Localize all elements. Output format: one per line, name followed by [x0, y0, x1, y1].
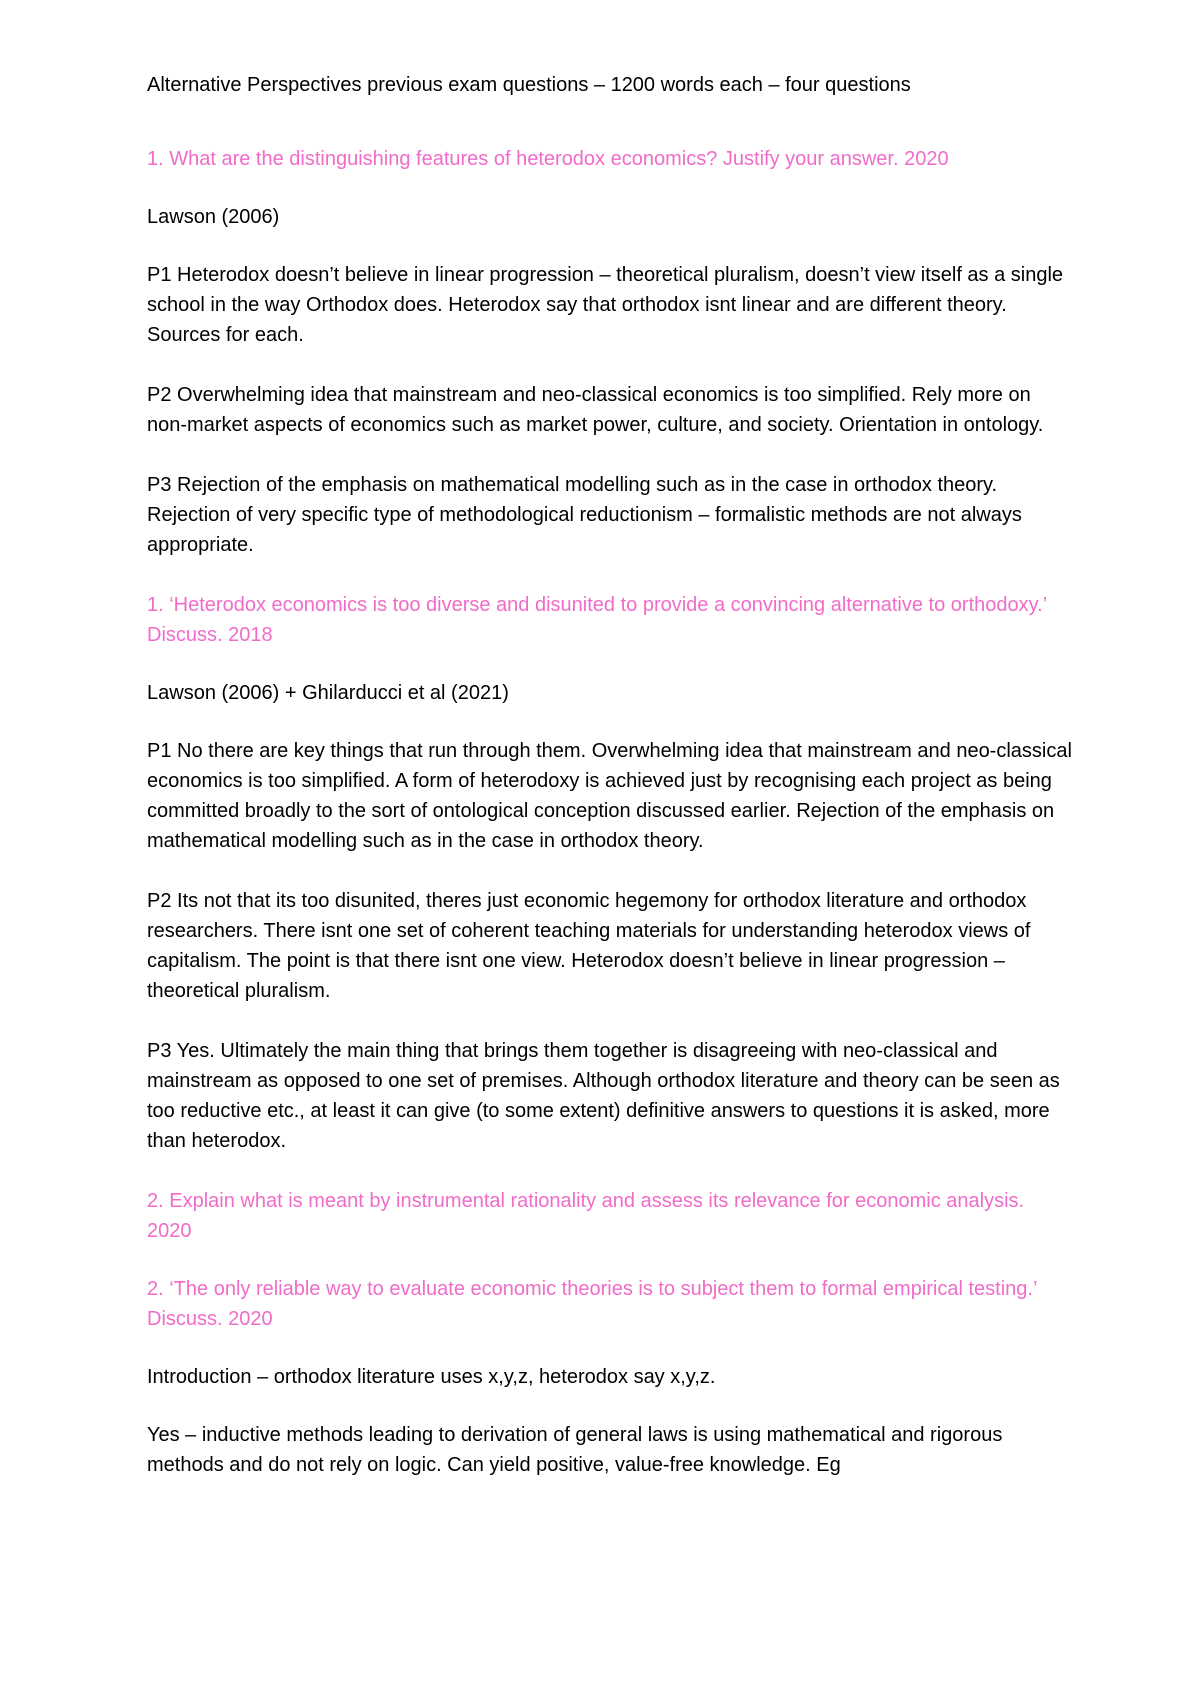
document-header: Alternative Perspectives previous exam questions – 1200 words each – four questions [147, 74, 911, 96]
paragraph-p2-q1-2018: P2 Its not that its too disunited, theres just economic hegemony for orthodox literature and orthodox researchers. There isnt one set of coherent teaching materials for understanding heterodox views of capitalism. The point is that there isnt one view. Heterodox doesn’t believe in linear progression – theoretical pluralism. [147, 890, 1037, 1002]
paragraph-yes: Yes – inductive methods leading to derivation of general laws is using mathematical and rigorous methods and do not rely on logic. Can yield positive, value-free knowledge. Eg [147, 1424, 1008, 1476]
reference-q1-2018: Lawson (2006) + Ghilarducci et al (2021) [147, 682, 509, 704]
paragraph-p3-q1-2020: P3 Rejection of the emphasis on mathematical modelling such as in the case in orthodox theory. Rejection of very specific type of methodological reductionism – formalistic methods are not always appropriate. [147, 474, 1028, 556]
paragraph-introduction: Introduction – orthodox literature uses x,y,z, heterodox say x,y,z. [147, 1366, 716, 1388]
paragraph-p2-q1-2020: P2 Overwhelming idea that mainstream and neo-classical economics is too simplified. Rely more on non-market aspects of economics such as market power, culture, and society. Orientation in ontology. [147, 384, 1044, 436]
question-1-2020: 1. What are the distinguishing features of heterodox economics? Justify your answer. 2020 [147, 148, 949, 170]
paragraph-p1-q1-2020: P1 Heterodox doesn’t believe in linear progression – theoretical pluralism, doesn’t view itself as a single school in the way Orthodox does. Heterodox say that orthodox isnt linear and are different theory. Sources for each. [147, 264, 1069, 346]
paragraph-p3-q1-2018: P3 Yes. Ultimately the main thing that brings them together is disagreeing with neo-classical and mainstream as opposed to one set of premises. Although orthodox literature and theory can be seen as too reductive etc., at least it can give (to some extent) definitive answers to questions it is asked, more than heterodox. [147, 1040, 1066, 1152]
question-1-2018: 1. ‘Heterodox economics is too diverse and disunited to provide a convincing alternative to orthodoxy.’ Discuss. 2018 [147, 594, 1052, 646]
reference-q1-2020: Lawson (2006) [147, 206, 280, 228]
question-2-instrumental-rationality: 2. Explain what is meant by instrumental rationality and assess its relevance for economic analysis. 2020 [147, 1190, 1030, 1242]
paragraph-p1-q1-2018: P1 No there are key things that run through them. Overwhelming idea that mainstream and neo-classical economics is too simplified. A form of heterodoxy is achieved just by recognising each project as being committed broadly to the sort of ontological conception discussed earlier. Rejection of the emphasis on mathematical modelling such as in the case in orthodox theory. [147, 740, 1078, 852]
document-page [147, 70, 1078, 1480]
question-2-empirical-testing: 2. ‘The only reliable way to evaluate economic theories is to subject them to formal empirical testing.’ Discuss. 2020 [147, 1278, 1043, 1330]
